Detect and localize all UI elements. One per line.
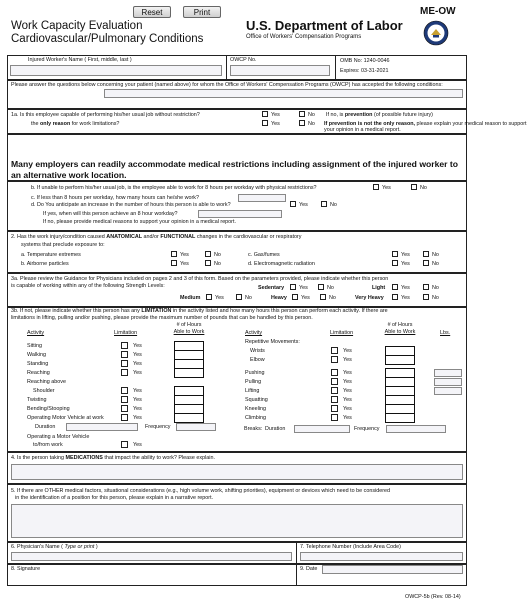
lifting-checkbox[interactable] [331,387,338,394]
very-heavy-no-label: No [432,295,439,301]
agency-name: U.S. Department of Labor [246,18,403,33]
light-yes-checkbox[interactable] [392,284,398,290]
q1c-hours-field[interactable] [238,194,286,202]
activity-standing: Standing [27,361,49,367]
q5-answer-field[interactable] [11,504,463,538]
activity-lifting: Lifting [245,388,260,394]
vehicle-duration-label: Duration [35,424,56,430]
activity-operating-vehicle: Operating Motor Vehicle at work [27,415,104,421]
q1a-yes-label: Yes [271,112,280,118]
pushing-checkbox[interactable] [331,369,338,376]
q1d-text: d. Do You anticipate an increase in the number of hours this person is able to work? [31,202,231,208]
light-yes-label: Yes [401,285,410,291]
activity-elbow: Elbow [250,357,265,363]
q1a-prev-no-label: No [308,121,315,127]
signature-label: 8. Signature [11,566,41,572]
reaching-checkbox[interactable] [121,369,128,376]
q1a-prev-no-checkbox[interactable] [299,120,305,126]
vehicle-frequency-label: Frequency [145,424,171,430]
q4-answer-field[interactable] [11,464,463,480]
sedentary-yes-checkbox[interactable] [290,284,296,290]
activity-squatting: Squatting [245,397,268,403]
q3b-text: 3b. If not, please indicate whether this person has any LIMITATION in the activity listed and how many hours this person can perform each activity. If there are [11,308,388,314]
q3b-text-line2: limitations in lifting, pulling and/or pushing, please provide the maximum number of pounds that can be handled by this person. [11,315,313,321]
opmv-yes: Yes [133,442,142,448]
wrists-yes: Yes [343,348,352,354]
col-lbs: Lbs. [440,330,451,336]
squatting-yes: Yes [343,397,352,403]
q2d-label: d. Electromagnetic radiation [248,261,315,267]
activity-reaching: Reaching [27,370,50,376]
col-able-right: Able to Work [384,329,416,335]
owcp-no-field[interactable] [230,65,330,76]
col-activity-left: Activity [27,330,45,336]
light-label: Light [372,285,386,291]
repetitive-movements-label: Repetitive Movements: [245,339,300,345]
breaks-frequency-field[interactable] [386,425,446,433]
vehicle-frequency-field[interactable] [176,423,216,431]
q2b-yes-checkbox[interactable] [171,260,177,266]
q1a-yes-checkbox[interactable] [262,111,268,117]
climbing-checkbox[interactable] [331,414,338,421]
form-code: ME-OW [420,6,456,17]
employer-banner: Many employers can readily accommodate medical restrictions including assignment of the injured worker to an alternative work location. [11,159,458,180]
q1a-no-label: No [308,112,315,118]
q2b-yes-label: Yes [180,261,189,267]
q1b-text: b. If unable to perform his/her usual job, is the employee able to work for 8 hours per workday with physical restrictions? [31,185,317,191]
q5-text: 5. If there are OTHER medical factors, situational considerations (e.g., high volume work, shifting priorities), equipment or devices which need to be considered [11,488,391,494]
breaks-duration-label: Duration [265,426,286,432]
activity-pulling: Pulling [245,379,262,385]
q2c-yes-checkbox[interactable] [392,251,398,257]
expiration-date: Expires: 03-31-2021 [340,68,389,74]
opmv-checkbox[interactable] [121,441,128,448]
q2a-yes-label: Yes [180,252,189,258]
q2b-label: b. Airborne particles [21,261,69,267]
activity-sitting: Sitting [27,343,42,349]
q4-text: 4. Is the person taking MEDICATIONS that impact the ability to work? Please explain. [11,455,215,461]
walking-checkbox[interactable] [121,351,128,358]
opmv-label-1: Operating a Motor Vehicle [27,434,90,440]
telephone-field[interactable] [300,552,463,561]
pushing-yes: Yes [343,370,352,376]
q2a-yes-checkbox[interactable] [171,251,177,257]
very-heavy-label: Very Heavy [355,295,384,301]
activity-shoulder: Shoulder [33,388,55,394]
activity-bending: Bending/Stooping [27,406,70,412]
omb-number: OMB No: 1240-0046 [340,58,390,64]
q1d-no-checkbox[interactable] [321,201,327,207]
pulling-checkbox[interactable] [331,378,338,385]
q2d-no-label: No [432,261,439,267]
light-no-checkbox[interactable] [423,284,429,290]
climbing-yes: Yes [343,415,352,421]
q1b-no-label: No [420,185,427,191]
form-title: Work Capacity Evaluation [11,20,143,32]
pushing-lbs-field[interactable] [434,369,462,377]
operating-vehicle-yes: Yes [133,415,142,421]
shoulder-checkbox[interactable] [121,387,128,394]
heavy-no-checkbox[interactable] [320,294,326,300]
standing-checkbox[interactable] [121,360,128,367]
conditions-field[interactable] [104,89,463,98]
q1a-prev-yes-checkbox[interactable] [262,120,268,126]
q1a-prevention-question: If no, is prevention (of possible future injury) [326,112,433,118]
lifting-yes: Yes [343,388,352,394]
telephone-label: 7. Telephone Number (Include Area Code) [300,544,401,550]
q1d-yes-checkbox[interactable] [290,201,296,207]
elbow-checkbox[interactable] [331,356,338,363]
elbow-hours-field[interactable] [385,355,415,365]
medium-no-label: No [245,295,252,301]
shoulder-yes: Yes [133,388,142,394]
q2-text-line2: systems that preclude exposure to: [21,242,105,248]
q2c-label: c. Gas/fumes [248,252,280,258]
activity-twisting: Twisting [27,397,47,403]
print-button[interactable]: Print [183,6,221,18]
reaching-hours-field[interactable] [174,368,204,378]
lifting-lbs-field[interactable] [434,387,462,395]
activity-kneeling: Kneeling [245,406,266,412]
medium-no-checkbox[interactable] [236,294,242,300]
col-activity-right: Activity [245,330,263,336]
twisting-checkbox[interactable] [121,396,128,403]
activity-wrists: Wrists [250,348,265,354]
vehicle-duration-field[interactable] [66,423,138,431]
q2c-no-checkbox[interactable] [423,251,429,257]
very-heavy-yes-checkbox[interactable] [392,294,398,300]
q2d-yes-label: Yes [401,261,410,267]
breaks-label: Breaks: [244,426,263,432]
reset-button[interactable]: Reset [133,6,171,18]
pulling-yes: Yes [343,379,352,385]
q2b-no-label: No [214,261,221,267]
dol-seal-icon [423,20,449,46]
q1a-prev-yes-label: Yes [271,121,280,127]
activity-climbing: Climbing [245,415,266,421]
medium-label: Medium [180,295,201,301]
col-hours-left: # of Hours [176,322,202,328]
q2d-yes-checkbox[interactable] [392,260,398,266]
q2c-yes-label: Yes [401,252,410,258]
climbing-hours-field[interactable] [385,413,415,423]
sedentary-label: Sedentary [258,285,285,291]
owcp-no-label: OWCP No. [230,57,257,63]
operating-vehicle-hours-field[interactable] [174,413,204,423]
q1b-yes-label: Yes [382,185,391,191]
q2a-no-checkbox[interactable] [205,251,211,257]
q2a-label: a. Temperature extremes [21,252,81,258]
date-field[interactable] [322,565,463,574]
col-able-left: Able to Work [173,329,205,335]
physician-name-field[interactable] [11,552,292,561]
sitting-checkbox[interactable] [121,342,128,349]
worker-name-field[interactable] [10,65,222,76]
form-subtitle: Cardiovascular/Pulmonary Conditions [11,33,204,45]
very-heavy-yes-label: Yes [401,295,410,301]
standing-yes: Yes [133,361,142,367]
bending-checkbox[interactable] [121,405,128,412]
q1b-no-checkbox[interactable] [411,184,417,190]
sedentary-no-label: No [327,285,334,291]
q5-text-line2: in the identification of a position for this person, please explain in a narrative report. [15,495,214,501]
date-label: 9. Date [300,566,318,572]
col-limitation-right: Limitation [330,330,354,336]
q1d-when-field[interactable] [198,210,282,218]
col-limitation-left: Limitation [114,330,138,336]
kneeling-checkbox[interactable] [331,405,338,412]
twisting-yes: Yes [133,397,142,403]
q2d-no-checkbox[interactable] [423,260,429,266]
q2a-no-label: No [214,252,221,258]
worker-name-label: Injured Worker's Name ( First, middle, last ) [28,57,132,63]
q1d-no-reason-text: If no, please provide medical reasons to support your opinion in a medical report. [43,219,236,225]
q1d-no-label: No [330,202,337,208]
breaks-duration-field[interactable] [294,425,350,433]
q1c-text: c. If less than 8 hours per workday, how many hours can he/she work? [31,195,199,201]
physician-name-label: 6. Physician's Name ( Type or print ) [11,544,98,550]
activity-walking: Walking [27,352,46,358]
breaks-frequency-label: Frequency [354,426,380,432]
q2c-no-label: No [432,252,439,258]
heavy-yes-checkbox[interactable] [292,294,298,300]
wrists-checkbox[interactable] [331,347,338,354]
medium-yes-checkbox[interactable] [206,294,212,300]
intro-text: Please answer the questions below concerning your patient (named above) for whom the Office of Workers' Compensation Programs (OWCP) has accepted the following conditions: [11,82,443,88]
heavy-no-label: No [329,295,336,301]
q1d-yes-label: Yes [299,202,308,208]
walking-yes: Yes [133,352,142,358]
heavy-yes-label: Yes [301,295,310,301]
squatting-checkbox[interactable] [331,396,338,403]
opmv-label-2: to/from work [33,442,63,448]
sitting-yes: Yes [133,343,142,349]
q2b-no-checkbox[interactable] [205,260,211,266]
q1a-line2: the only reason for work limitations? [31,121,120,127]
col-hours-right: # of Hours [387,322,413,328]
pulling-lbs-field[interactable] [434,378,462,386]
q1b-yes-checkbox[interactable] [373,184,379,190]
q1a-text: 1a. Is this employee capable of performing his/her usual job without restriction? [11,112,200,118]
form-number-footer: OWCP-5b (Rev. 08-14) [405,594,461,600]
q1d-when-text: If yes, when will this person achieve an 8 hour workday? [43,211,178,217]
q1a-medical-report-note: your opinion in a medical report. [324,127,401,133]
bending-yes: Yes [133,406,142,412]
sedentary-no-checkbox[interactable] [318,284,324,290]
kneeling-yes: Yes [343,406,352,412]
very-heavy-no-checkbox[interactable] [423,294,429,300]
reaching-yes: Yes [133,370,142,376]
medium-yes-label: Yes [215,295,224,301]
light-no-label: No [432,285,439,291]
activity-reaching-above: Reaching above [27,379,66,385]
operating-vehicle-checkbox[interactable] [121,414,128,421]
q3a-text: 3a. Please review the Guidance for Physicians included on pages 2 and 3 of this form. Based on the parameters provided, please indicate whether this person [11,276,389,282]
heavy-label: Heavy [271,295,287,301]
elbow-yes: Yes [343,357,352,363]
activity-pushing: Pushing [245,370,265,376]
q1a-prevention-note: If prevention is not the only reason, please explain your medical reason to support [324,121,527,127]
q1a-no-checkbox[interactable] [299,111,305,117]
q2-text: 2. Has the work injury/condition caused ANATOMICAL and/or FUNCTIONAL changes in the cardiovascular or respiratory [11,234,302,240]
office-name: Office of Workers' Compensation Programs [246,34,362,40]
sedentary-yes-label: Yes [299,285,308,291]
q3a-text-line2: is capable of working within any of the following Strength Levels: [11,283,165,289]
